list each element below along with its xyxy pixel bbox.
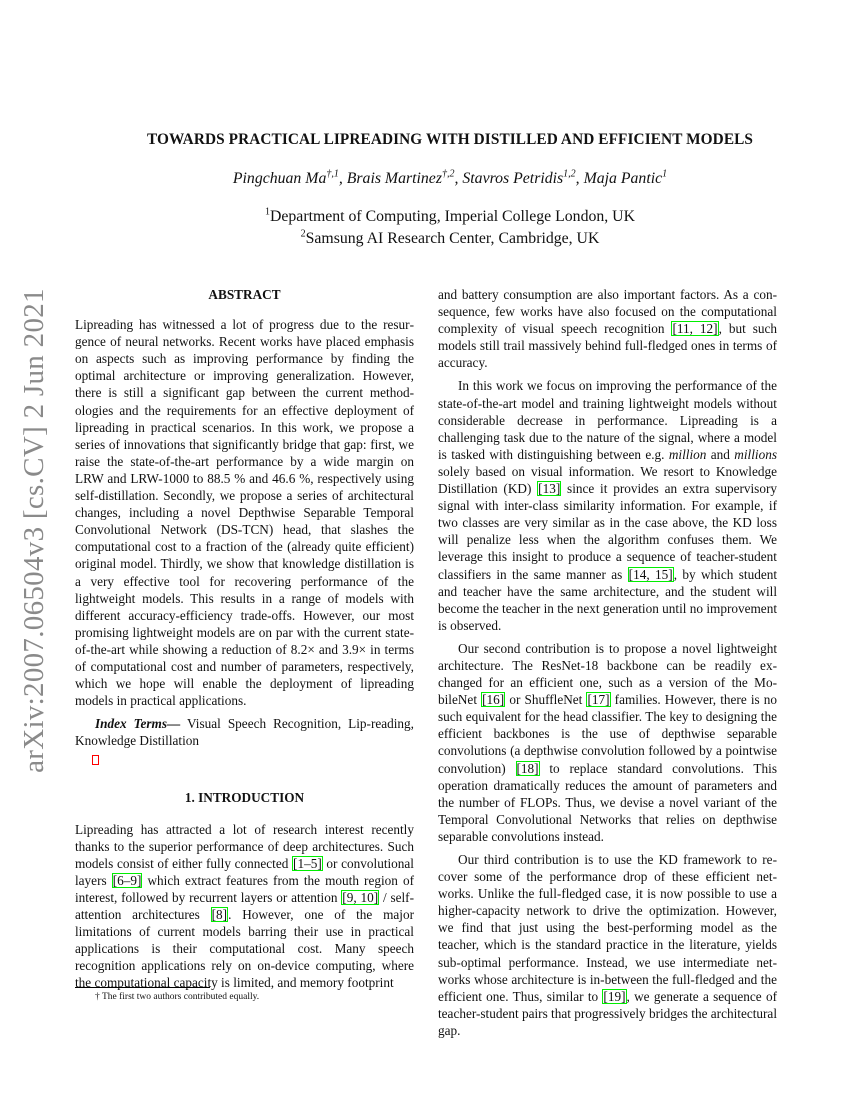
index-terms-label: Index Terms— (95, 716, 181, 732)
citation-link[interactable]: [14, 15] (628, 566, 673, 582)
citation-link[interactable]: [9, 10] (342, 889, 379, 905)
citation-link[interactable]: [6–9] (112, 872, 142, 888)
link-marker-icon (92, 755, 99, 765)
footnote: † The first two authors contributed equally. (95, 992, 260, 1002)
author-affiliation-mark: 1 (662, 168, 668, 180)
abstract-heading: ABSTRACT (208, 287, 281, 302)
footnote-rule (75, 987, 210, 988)
affiliation-2: $^2$Samsung AI Research Center, Cambridge, UK (300, 228, 600, 247)
affiliation-1: $^1$Department of Computing, Imperial College London, UK (264, 206, 635, 225)
citation-link[interactable]: [18] (516, 760, 539, 776)
author-affiliation-mark: 1,2 (563, 168, 576, 180)
body-paragraph: Our third contribution is to use the KD framework to recover some of the performance drop of these efficient networks. Unlike the full-fledged case, it is now possible to use a higher-capacity network to drive the optimization. However, we find that just using the best-performing model as the teacher, which is the standard practice in the literature, yields sub-optimal performance. Instead, we use intermediate networks whose architecture is in-between the full-fledged and the efficient one. Thus, similar to [19], we generate a sequence of teacher-student pairs that progressively bridges the architectural gap. (438, 852, 777, 1038)
citation-link[interactable]: [16] (482, 692, 505, 708)
left-column (75, 286, 414, 997)
author-name: Pingchuan Ma (232, 170, 327, 187)
citation-link[interactable]: [13] (538, 481, 561, 497)
index-terms-text: Visual Speech Recognition, Lip-reading, Knowledge Distillation (75, 716, 414, 749)
citation-link[interactable]: [1–5] (293, 855, 322, 871)
citation-link[interactable]: [19] (603, 988, 626, 1004)
citation-link[interactable]: [17] (587, 692, 610, 708)
body-paragraph: Our second contribution is to propose a novel lightweight architecture. The ResNet-18 backbone can be readily exchanged for an efficient one, such as a version of the MobileNet [16] or ShuffleNet [17] families. However, there is no such equivalent for the head classifier. The key to designing the efficient backbones is the use of depthwise separable convolutions (a depthwise convolution followed by a pointwise convolution) [18] to replace standard convolutions. This operation dramatically reduces the amount of parameters and the number of FLOPs. Thus, we devise a novel variant of the Temporal Convolutional Networks that relies on depthwise separable convolutions instead. (438, 640, 778, 844)
citation-link[interactable]: [11, 12] (672, 321, 718, 337)
intro-paragraph: Lipreading has attracted a lot of research interest recently thanks to the superior performance of deep architectures. Such models consist of either fully connected [1–5] or convolutional layers [6–9] which extract features from the mouth region of interest, followed by recurrent layers or attention [9, 10] / self-attention architectures [8]. However, one of the major limitations of current models barring their use in practical applications is their computational cost. Many speech recognition applications rely on on-device computing, where the computational capacity is limited, and memory footprint (75, 821, 415, 991)
citation-link[interactable]: [8] (211, 907, 228, 922)
abstract-text: Lipreading has witnessed a lot of progress due to the resurgence of neural networks. Recent works have placed emphasis on aspects such as improving performance by finding the optimal architecture or improving generalization. However, there is still a significant gap between the current methodologies and the requirements for an effective deployment of lipreading in practical scenarios. In this work, we propose a series of innovations that significantly bridge that gap: first, we raise the state-of-the-art performance by a wide margin on LRW and LRW-1000 to 88.5 % and 46.6 %, respectively using self-distillation. Secondly, we propose a series of architectural changes, including a novel Depthwise Separable Temporal Convolutional Network (DS-TCN) head, that slashes the computational cost to a fraction of the (already quite efficient) original model. Thirdly, we show that knowledge distillation is a very effective tool for recovering performance of the lightweight models. This results in a range of models with different accuracy-efficiency trade-offs. However, our most promising lightweight models are on par with the current state-of-the-art while showing a reduction of 8.2× and 3.9× in terms of computational cost and number of parameters, respectively, which we hope will enable the deployment of lipreading models in practical applications. (75, 317, 414, 709)
body-paragraph: and battery consumption are also important factors. As a consequence, few works have also focused on the computational complexity of visual speech recognition [11, 12], but such models still trail massively behind full-fledged ones in terms of accuracy. (438, 287, 777, 371)
arxiv-watermark (4, 287, 64, 773)
author-name: Stavros Petridis (462, 170, 564, 187)
right-column (438, 286, 777, 1045)
author-affiliation-mark: †,1 (326, 168, 339, 180)
arxiv-id: arXiv:2007.06504v3 [cs.CV] 2 Jun 2021 (17, 287, 50, 773)
index-terms (75, 715, 414, 749)
author-name: Maja Pantic (583, 170, 663, 187)
author-affiliation-mark: †,2 (441, 168, 455, 180)
introduction-heading: 1. INTRODUCTION (184, 790, 305, 806)
paper-title: TOWARDS PRACTICAL LIPREADING WITH DISTILLED AND EFFICIENT MODELS (146, 131, 754, 148)
body-paragraph: In this work we focus on improving the performance of the state-of-the-art model and training lightweight models without considerable decrease in performance. Lipreading is a challenging task due to the nature of the signal, where a model is tasked with distinguishing between e.g. million and millions solely based on visual information. We resort to Knowledge Distillation (KD) [13] since it provides an extra supervisory signal with inter-class similarity information. For example, if two classes are very similar as in the case above, the KD loss will penalize less when the algorithm confuses them. We leverage this insight to produce a sequence of teacher-student classifiers in the same manner as [14, 15], by which student and teacher have the same architecture, and the student will become the teacher in the next generation until no improvement is observed. (438, 378, 778, 633)
author-list: Pingchuan $Ma^{\dagger,1}$, Brais Martinez$^{\dagger,2}$, Stavros Petridis$^{1,2}$, Maja Pantic$^1$ (232, 168, 668, 187)
author-name: Brais Martinez (346, 170, 442, 187)
